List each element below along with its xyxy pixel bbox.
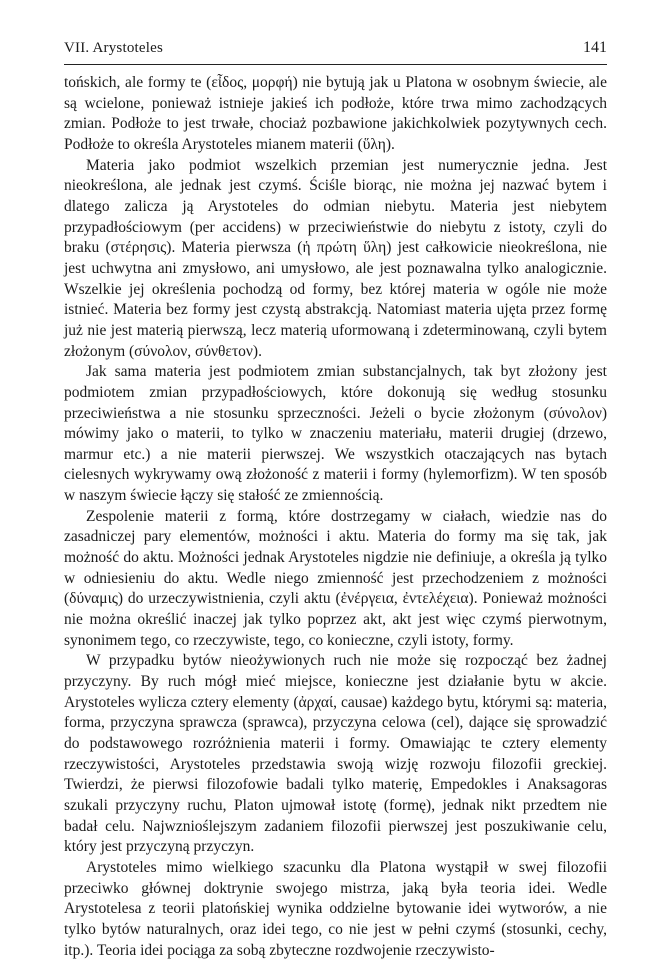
chapter-title: VII. Arystoteles <box>64 40 164 56</box>
body-text <box>64 73 607 961</box>
paragraph-5: W przypadku bytów nieożywionych ruch nie może się rozpocząć bez żadnej przyczyny. By ruch mógł mieć miejsce, konieczne jest działanie bytu w akcie. Arystoteles wylicza cztery elementy (ἀρχαί, causae) każdego bytu, którymi są: materia, forma, przyczyna sprawcza (sprawca), przyczyna celowa (cel), dające się sprowadzić do podstawowego rozróżnienia materii i formy. Omawiając te cztery elementy rzeczywistości, Arystoteles przedstawia swoją wizję rozwoju filozofii greckiej. Twierdzi, że pierwsi filozofowie badali tylko materię, Empedokles i Anaksagoras szukali przyczyny ruchu, Platon ujmował istotę (formę), jednak nikt przedtem nie badał celu. Najwznioślejszym zadaniem filozofii pierwszej jest poszukiwanie celu, który jest przyczyną przyczyn. <box>64 652 607 856</box>
paragraph-4: Zespolenie materii z formą, które dostrzegamy w ciałach, wiedzie nas do zasadniczej pary elementów, możności i aktu. Materia do formy ma się tak, jak możność do aktu. Możności jednak Arystoteles nigdzie nie definiuje, a określa ją tylko w odniesieniu do aktu. Wedle niego zmienność jest przechodzeniem z możności (δύναμις) do urzeczywistnienia, czyli aktu (ἐνέργεια, ἐντελέχεια). Ponieważ możności nie można określić inaczej jak tylko poprzez akt, akt jest więc czymś pierwotnym, synonimem tego, co rzeczywiste, tego, co konieczne, czyli istoty, formy. <box>64 507 607 649</box>
paragraph-1: tońskich, ale formy te (εἶδος, μορφή) nie bytują jak u Platona w osobnym świecie, ale są wcielone, ponieważ istnieje jakieś ich podłoże, które trwa mimo zachodzących zmian. Podłoże to jest trwałe, chociaż pozbawione jakichkolwiek pozytywnych cech. Podłoże to określa Arystoteles mianem materii (ὕλη). <box>64 74 607 153</box>
paragraph-6: Arystoteles mimo wielkiego szacunku dla Platona wystąpił w swej filozofii przeciwko głównej doktrynie swojego mistrza, jaką była teoria idei. Wedle Arystotelesa z teorii platońskiej wynika oddzielne bytowanie idei wytworów, a nie tylko bytów naturalnych, oraz idei tego, co nie jest w pełni czymś (stosunki, cechy, itp.). Teoria idei pociąga za sobą zbyteczne rozdwojenie rzeczywisto- <box>64 858 607 959</box>
page-number: 141 <box>583 39 607 56</box>
running-head <box>64 38 607 65</box>
paragraph-3: Jak sama materia jest podmiotem zmian substancjalnych, tak byt złożony jest podmiotem zmian przypadłościowych, które dokonują się według stosunku przeciwieństwa a nie stosunku sprzeczności. Jeżeli o bycie złożonym (σύνολον) mówimy jako o materii, to tylko w znaczeniu materiału, materii drugiej (drzewo, marmur etc.) a nie materii pierwszej. We wszystkich otaczających nas bytach cielesnych wykrywamy ową złożoność z materii i formy (hylemorfizm). W ten sposób w naszym świecie łączy się stałość ze zmiennością. <box>64 363 607 505</box>
paragraph-2: Materia jako podmiot wszelkich przemian jest numerycznie jedna. Jest nieokreślona, ale jednak jest czymś. Ściśle biorąc, nie można jej nazwać bytem i dlatego zalicza ją Arystoteles do odmian niebytu. Materia jest niebytem przypadłościowym (per accidens) w przeciwieństwie do niebytu z istoty, czyli do braku (στέρησις). Materia pierwsza (ἡ πρώτη ὕλη) jest całkowicie nieokreślona, nie jest uchwytna ani zmysłowo, ani umysłowo, ale jest poznawalna tylko analogicznie. Wszelkie jej określenia pochodzą od formy, bez której materia w ogóle nie może istnieć. Materia bez formy jest czystą abstrakcją. Natomiast materia ujęta przez formę już nie jest materią pierwszą, lecz materią uformowaną i zdeterminowaną, czyli bytem złożonym (σύνολον, σύνθετον). <box>64 156 607 360</box>
